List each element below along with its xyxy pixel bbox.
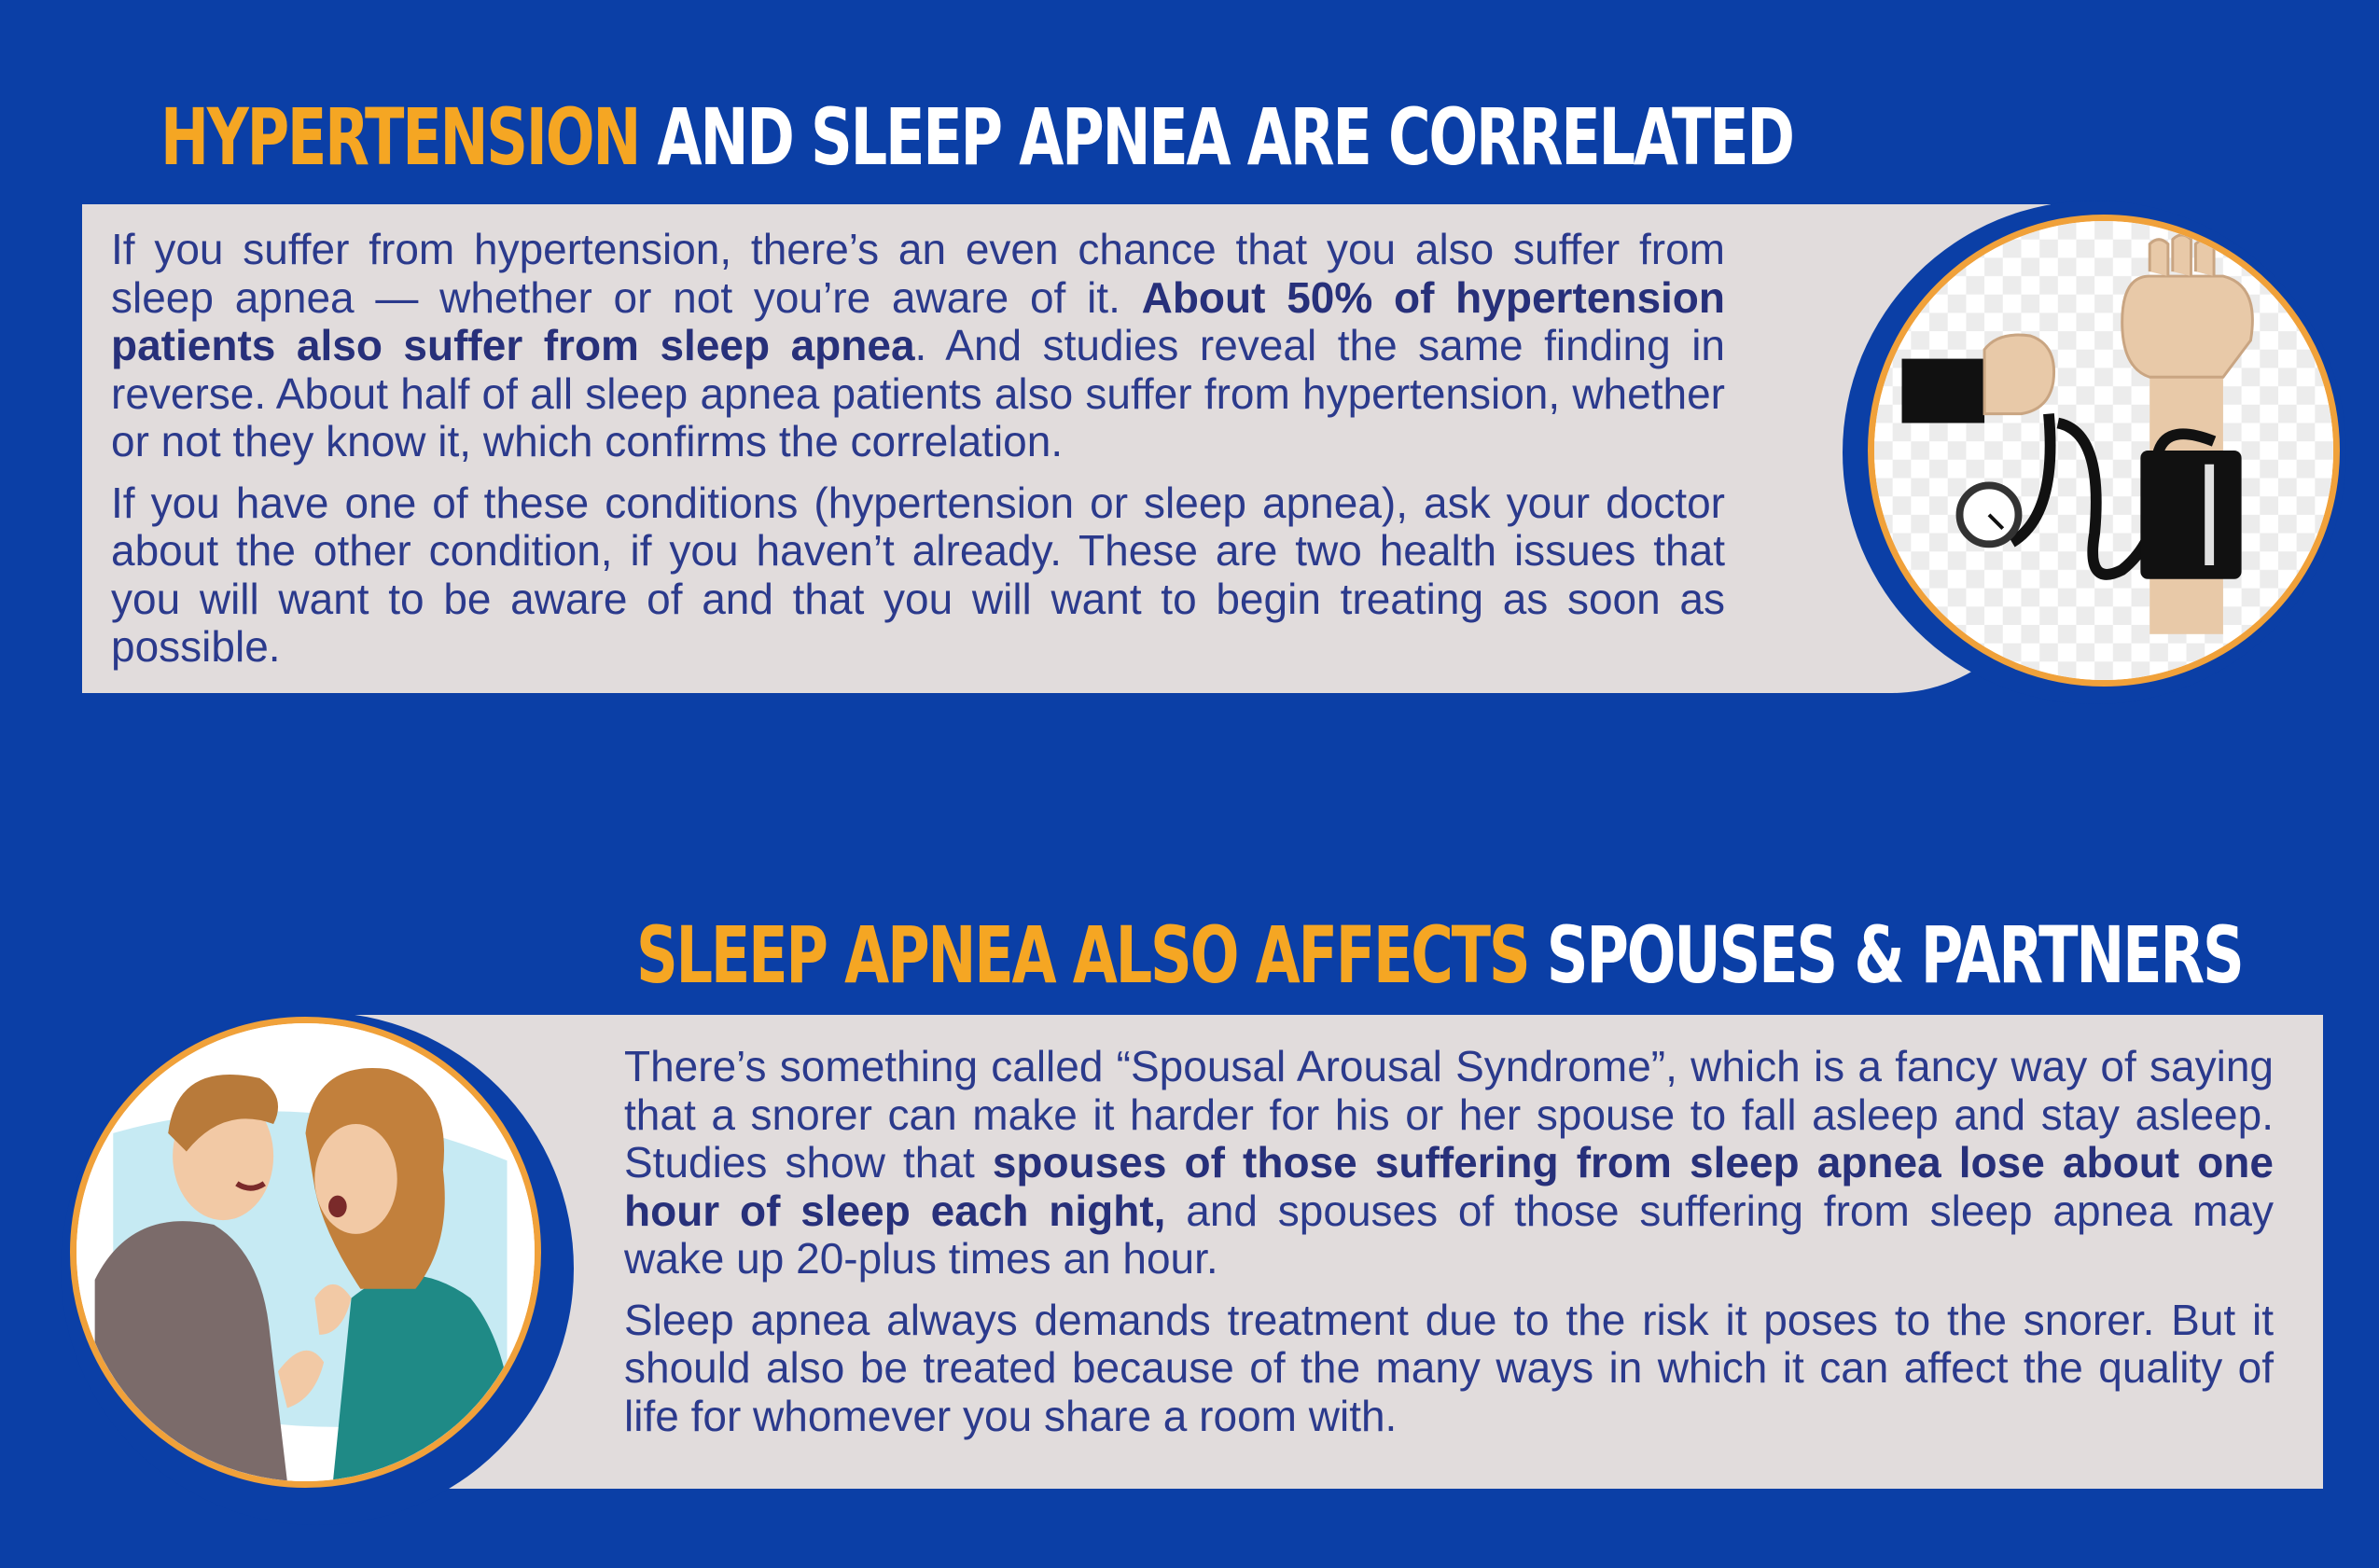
section1-heading-accent: HYPERTENSION <box>160 91 640 183</box>
section1-body <box>111 226 1725 685</box>
section1-p1-bold: About 50% of hypertension patients also suffer from sleep apnea <box>111 272 1726 369</box>
section2-heading-rest: SPOUSES & PARTNERS <box>1546 909 2243 1001</box>
blood-pressure-cuff-icon <box>1868 215 2340 687</box>
section2-p1-text-b: and spouses of those suffering from sleep apnea may wake up 20-plus times an hour. <box>624 1186 2274 1283</box>
section2-paragraph-1 <box>624 1043 2274 1284</box>
section2-heading <box>636 909 2243 1001</box>
section2-body <box>624 1043 2274 1453</box>
section1-paragraph-1 <box>111 226 1725 466</box>
section1-paragraph-2: If you have one of these conditions (hypertension or sleep apnea), ask your doctor about the other condition, if you haven’t already. These are two health issues that you will want to be aware of and that you will want to begin treating as soon as possible. <box>111 478 1725 671</box>
section2-heading-accent: SLEEP APNEA ALSO AFFECTS <box>636 909 1529 1001</box>
section1-p1-text-a: If you suffer from hypertension, there’s an even chance that you also suffer from sleep apnea — whether or not you’re aware of it. <box>111 225 1725 322</box>
arguing-couple-illustration <box>77 1023 535 1481</box>
arguing-couple-icon <box>70 1017 541 1488</box>
section2-p1-text-a: There’s something called “Spousal Arousal Syndrome”, which is a fancy way of saying that a snorer can make it harder for his or her spouse to fall asleep and stay asleep. Studies show that <box>624 1042 2274 1186</box>
section1-heading <box>160 91 1793 183</box>
section1-heading-rest: AND SLEEP APNEA ARE CORRELATED <box>657 91 1793 183</box>
blood-pressure-illustration <box>1874 221 2333 680</box>
section2-paragraph-2: Sleep apnea always demands treatment due to the risk it poses to the snorer. But it should also be treated because of the many ways in which it can affect the quality of life for whomever you share a room with. <box>624 1295 2274 1440</box>
section1-p1-text-b: . And studies reveal the same finding in reverse. About half of all sleep apnea patients also suffer from hypertension, whether or not they know it, which confirms the correlation. <box>111 321 1726 465</box>
section2-p1-bold: spouses of those suffering from sleep apnea lose about one hour of sleep each night, <box>624 1138 2274 1235</box>
